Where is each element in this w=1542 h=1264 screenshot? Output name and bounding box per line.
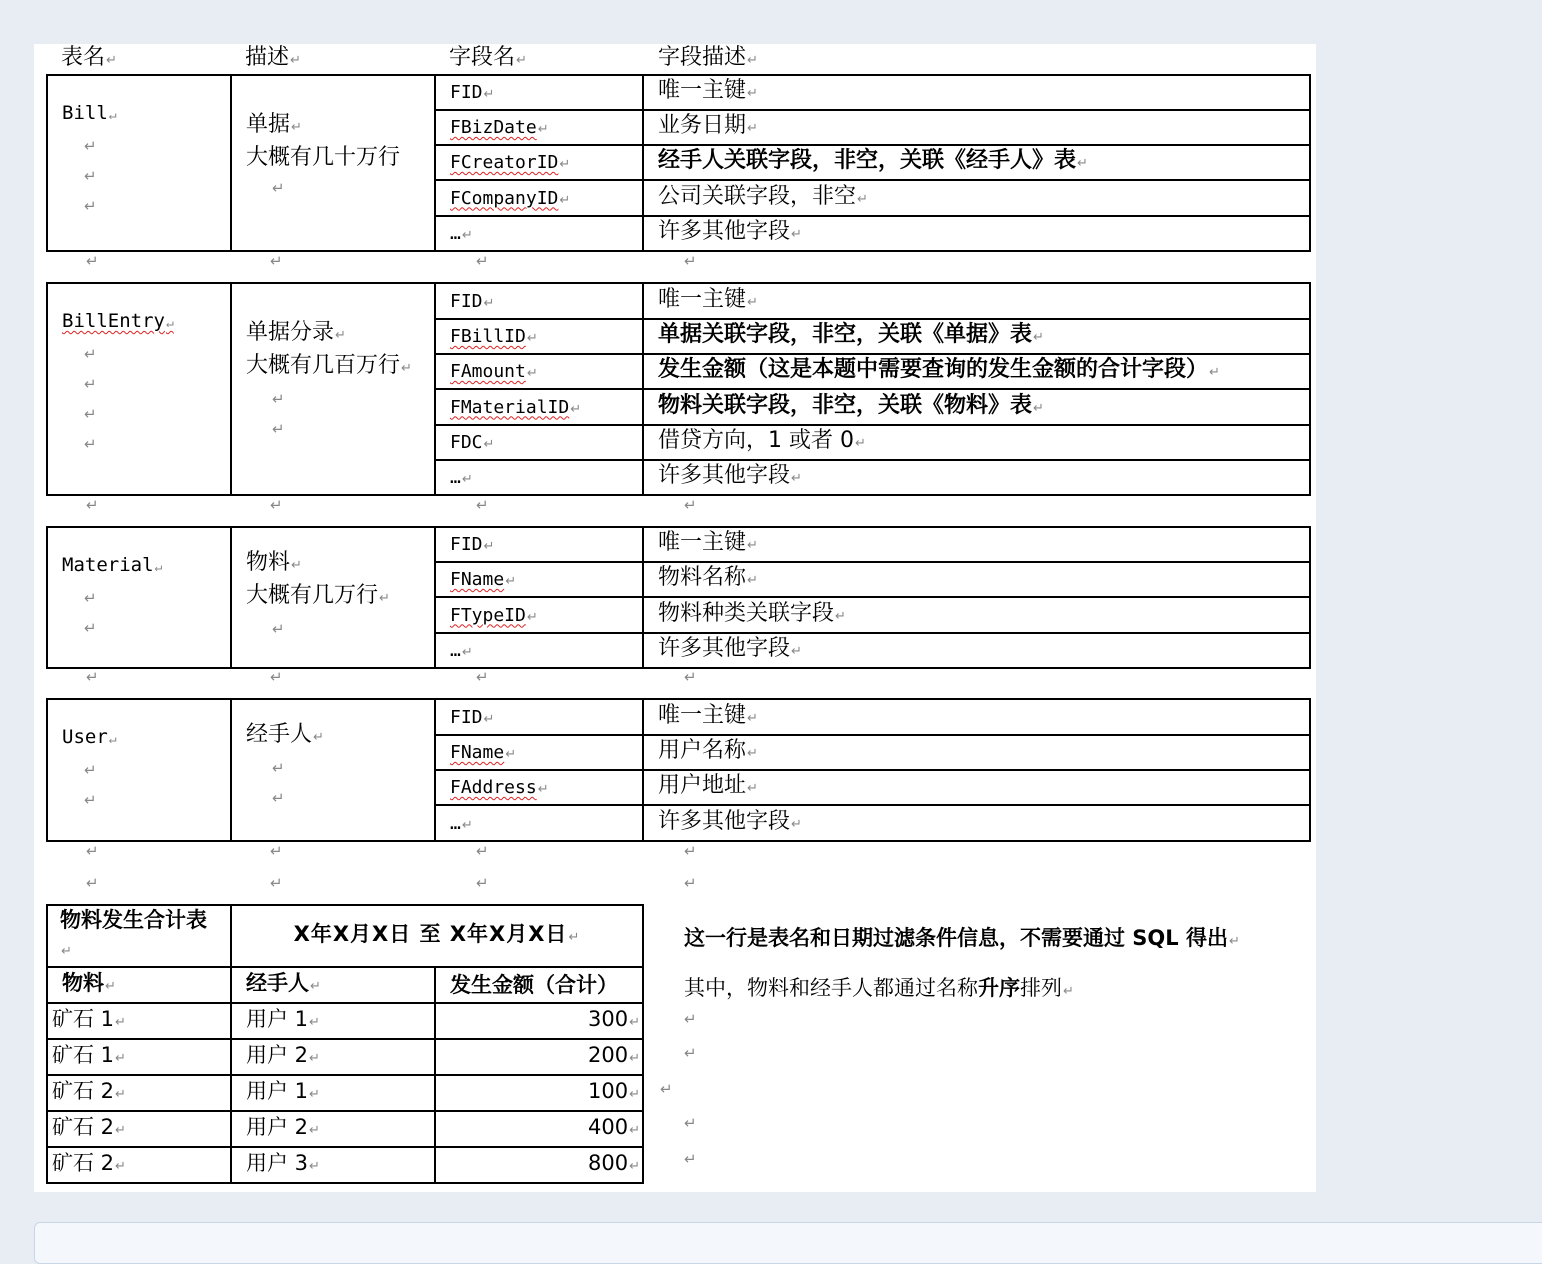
para-mark: ↵ (86, 252, 99, 270)
note-title-row: 这一行是表名和日期过滤条件信息，不需要通过 SQL 得出↵ (684, 926, 1240, 950)
field-name: FTypeID↵ (435, 597, 643, 633)
field-desc: 经手人关联字段，非空，关联《经手人》表↵ (643, 145, 1310, 180)
header-field-name: 字段名↵ (449, 45, 527, 70)
field-name: …↵ (435, 216, 643, 251)
para-mark: ↵ (84, 589, 97, 607)
para-mark: ↵ (84, 405, 97, 423)
field-desc: 业务日期↵ (643, 110, 1310, 145)
field-name: FID↵ (435, 75, 643, 110)
field-desc: 唯一主键↵ (643, 283, 1310, 319)
para-mark: ↵ (84, 619, 97, 637)
para-mark: ↵ (660, 1080, 673, 1098)
field-name: FDC↵ (435, 425, 643, 460)
table-name: Material↵ (62, 554, 163, 576)
para-mark: ↵ (476, 668, 489, 686)
col-header-handler: 经手人↵ (231, 967, 435, 1003)
table-row (47, 1147, 643, 1183)
para-mark: ↵ (476, 252, 489, 270)
para-mark: ↵ (684, 668, 697, 686)
cell-amount: 300↵ (435, 1003, 643, 1039)
field-desc: 许多其他字段↵ (643, 460, 1310, 495)
field-name: FMaterialID↵ (435, 389, 643, 425)
field-desc: 物料种类关联字段↵ (643, 597, 1310, 633)
cell-handler: 用户 1↵ (231, 1075, 435, 1111)
field-desc: 公司关联字段，非空↵ (643, 180, 1310, 216)
cell-material: 矿石 2↵ (47, 1111, 231, 1147)
table-row (47, 1003, 643, 1039)
table-desc: 经手人↵ (246, 722, 324, 747)
para-mark: ↵ (84, 435, 97, 453)
para-mark: ↵ (84, 137, 97, 155)
field-desc: 唯一主键↵ (643, 527, 1310, 562)
table-desc: 单据分录↵ (246, 320, 346, 345)
user-name-cell (47, 699, 231, 841)
material-desc-cell (231, 527, 435, 668)
field-name: FID↵ (435, 699, 643, 735)
para-mark: ↵ (476, 496, 489, 514)
para-mark: ↵ (86, 668, 99, 686)
header-field-desc: 字段描述↵ (658, 45, 758, 70)
result-date-range: X年X月X日 至 X年X月X日↵ (231, 905, 643, 967)
cell-handler: 用户 2↵ (231, 1111, 435, 1147)
para-mark: ↵ (84, 791, 97, 809)
para-mark: ↵ (270, 252, 283, 270)
field-name: …↵ (435, 460, 643, 495)
table-desc: 单据↵ (246, 112, 302, 137)
billentry-name-cell (47, 283, 231, 495)
field-name: FBillID↵ (435, 319, 643, 354)
material-table (46, 526, 1311, 669)
table-rows-estimate: 大概有几百万行↵ (246, 353, 412, 378)
billentry-desc-cell (231, 283, 435, 495)
para-mark: ↵ (272, 179, 285, 197)
para-mark: ↵ (84, 761, 97, 779)
cell-amount: 100↵ (435, 1075, 643, 1111)
cell-material: 矿石 2↵ (47, 1075, 231, 1111)
para-mark: ↵ (86, 874, 99, 892)
field-desc: 许多其他字段↵ (643, 633, 1310, 668)
material-name-cell (47, 527, 231, 668)
user-desc-cell (231, 699, 435, 841)
note-sort-order: 其中，物料和经手人都通过名称升序排列↵ (684, 976, 1074, 1000)
para-mark: ↵ (684, 1044, 697, 1062)
field-desc: 发生金额（这是本题中需要查询的发生金额的合计字段）↵ (643, 354, 1310, 389)
cell-material: 矿石 1↵ (47, 1003, 231, 1039)
bottom-editor-bar (34, 1222, 1542, 1264)
field-desc: 许多其他字段↵ (643, 216, 1310, 251)
para-mark: ↵ (86, 496, 99, 514)
para-mark: ↵ (84, 345, 97, 363)
cell-amount: 200↵ (435, 1039, 643, 1075)
field-name: …↵ (435, 633, 643, 668)
para-mark: ↵ (272, 620, 285, 638)
para-mark: ↵ (270, 496, 283, 514)
para-mark: ↵ (272, 420, 285, 438)
field-name: FName↵ (435, 562, 643, 597)
header-table-name: 表名↵ (61, 45, 117, 70)
col-header-amount: 发生金额（合计） (435, 967, 643, 1003)
field-name: FName↵ (435, 735, 643, 770)
field-desc: 唯一主键↵ (643, 75, 1310, 110)
para-mark: ↵ (684, 1010, 697, 1028)
result-table (46, 904, 644, 1184)
para-mark: ↵ (270, 842, 283, 860)
cell-amount: 800↵ (435, 1147, 643, 1183)
para-mark: ↵ (272, 789, 285, 807)
para-mark: ↵ (684, 252, 697, 270)
header-description: 描述↵ (245, 45, 301, 70)
table-desc: 物料↵ (246, 550, 302, 575)
result-title: 物料发生合计表↵ (47, 905, 231, 967)
table-row (47, 1075, 643, 1111)
table-name: User↵ (62, 726, 117, 748)
field-desc: 唯一主键↵ (643, 699, 1310, 735)
field-name: FID↵ (435, 527, 643, 562)
field-desc: 单据关联字段，非空，关联《单据》表↵ (643, 319, 1310, 354)
field-name: FBizDate↵ (435, 110, 643, 145)
field-desc: 用户地址↵ (643, 770, 1310, 805)
field-name: FAddress↵ (435, 770, 643, 805)
table-rows-estimate: 大概有几十万行 (246, 145, 401, 170)
table-rows-estimate: 大概有几万行↵ (246, 583, 390, 608)
field-name: FID↵ (435, 283, 643, 319)
para-mark: ↵ (684, 842, 697, 860)
cell-handler: 用户 3↵ (231, 1147, 435, 1183)
para-mark: ↵ (86, 842, 99, 860)
para-mark: ↵ (84, 197, 97, 215)
cell-handler: 用户 2↵ (231, 1039, 435, 1075)
cell-material: 矿石 1↵ (47, 1039, 231, 1075)
para-mark: ↵ (270, 874, 283, 892)
document-page (34, 44, 1316, 1192)
para-mark: ↵ (476, 874, 489, 892)
user-table (46, 698, 1311, 842)
para-mark: ↵ (272, 390, 285, 408)
para-mark: ↵ (270, 668, 283, 686)
para-mark: ↵ (84, 167, 97, 185)
para-mark: ↵ (272, 759, 285, 777)
para-mark: ↵ (684, 496, 697, 514)
field-name: FCompanyID↵ (435, 180, 643, 216)
table-row (47, 1039, 643, 1075)
field-desc: 借贷方向，1 或者 0↵ (643, 425, 1310, 460)
cell-material: 矿石 2↵ (47, 1147, 231, 1183)
col-header-material: 物料↵ (47, 967, 231, 1003)
para-mark: ↵ (684, 1150, 697, 1168)
cell-handler: 用户 1↵ (231, 1003, 435, 1039)
para-mark: ↵ (84, 375, 97, 393)
cell-amount: 400↵ (435, 1111, 643, 1147)
field-name: …↵ (435, 805, 643, 841)
bill-desc-cell (231, 75, 435, 251)
para-mark: ↵ (684, 874, 697, 892)
table-name: BillEntry↵ (62, 310, 174, 332)
table-row (47, 1111, 643, 1147)
field-desc: 物料关联字段，非空，关联《物料》表↵ (643, 389, 1310, 425)
field-desc: 用户名称↵ (643, 735, 1310, 770)
para-mark: ↵ (476, 842, 489, 860)
bill-table (46, 74, 1311, 252)
field-desc: 许多其他字段↵ (643, 805, 1310, 841)
field-name: FAmount↵ (435, 354, 643, 389)
table-name: Bill↵ (62, 102, 117, 124)
field-name: FCreatorID↵ (435, 145, 643, 180)
para-mark: ↵ (684, 1114, 697, 1132)
bill-name-cell (47, 75, 231, 251)
billentry-table (46, 282, 1311, 496)
field-desc: 物料名称↵ (643, 562, 1310, 597)
